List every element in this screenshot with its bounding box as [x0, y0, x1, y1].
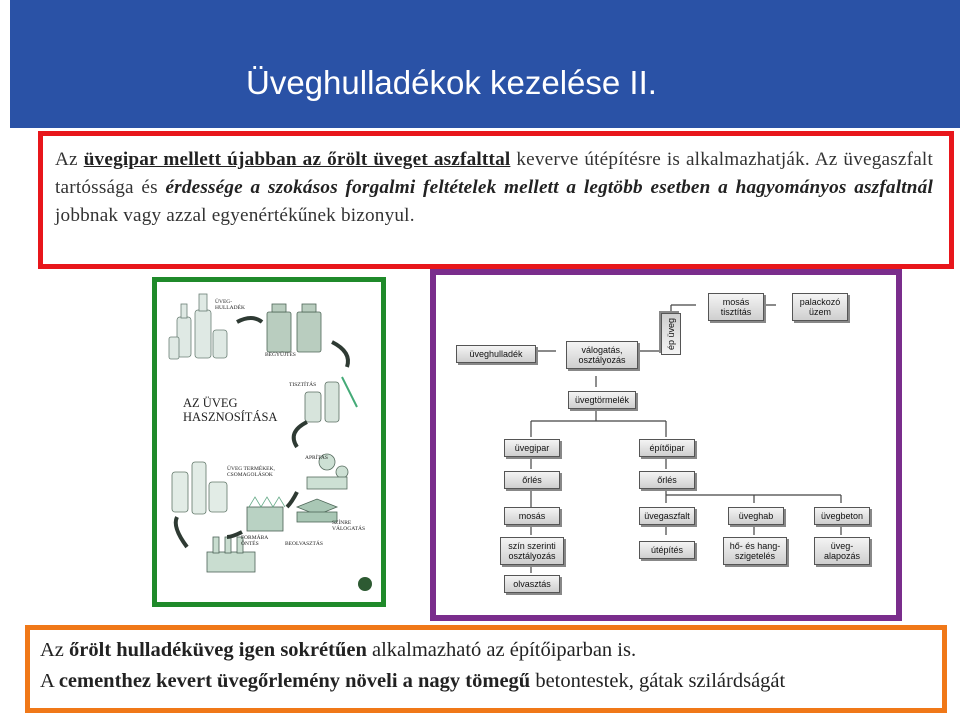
cycle-label: BEOLVASZTÁS — [285, 541, 323, 547]
summary-textbox — [25, 625, 947, 713]
flow-box-orles: őrlés — [639, 471, 695, 489]
summary-line-1: Az őrölt hulladéküveg igen sokrétűen alkalmazható az építőiparban is. — [40, 639, 637, 661]
flow-box-orles: őrlés — [504, 471, 560, 489]
flow-box-valogatas: válogatás, osztályozás — [566, 341, 638, 369]
text-segment: Az — [55, 149, 84, 170]
flow-box-palackozo: palackozó üzem — [792, 293, 848, 321]
flow-box-uveghab: üveghab — [728, 507, 784, 525]
cycle-drawing — [157, 282, 381, 602]
flow-box-mosas: mosás — [504, 507, 560, 525]
flow-box-szin-osztalyozas: szín szerinti osztályozás — [500, 537, 564, 565]
flow-box-uveg-alapozas: üveg-alapozás — [814, 537, 870, 565]
flow-box-utepites: útépítés — [639, 541, 695, 559]
flow-box-uvegtormelek: üvegtörmelék — [568, 391, 636, 409]
cycle-label: BEGYŰJTÉS — [265, 352, 296, 358]
highlight-underlined: üvegipar mellett újabban az őrölt üveget aszfalttal — [83, 149, 511, 170]
flow-box-mosas-tisztitas: mosás tisztítás — [708, 293, 764, 321]
flow-box-uveghulladek: üveghulladék — [456, 345, 536, 363]
glass-flowchart — [430, 269, 902, 621]
flow-box-olvasztas: olvasztás — [504, 575, 560, 593]
cycle-label: ÜVEG TERMÉKEK, CSOMAGOLÁSOK — [227, 466, 275, 478]
flow-box-ep-uveg: ép üveg — [661, 313, 681, 355]
highlight-italic: érdessége a szokásos forgalmi feltételek mellett a legtöbb esetben a hagyományos aszfaltnál — [165, 177, 933, 198]
cycle-label: APRÍTÁS — [305, 455, 328, 461]
intro-textbox — [38, 131, 954, 269]
summary-line-2: A cementhez kevert üvegőrlemény növeli a nagy tömegű betontestek, gátak szilárdságát — [40, 670, 786, 692]
page-title: Üveghulladékok kezelése II. — [246, 64, 657, 101]
cycle-label: ÜVEG-HULLADÉK — [215, 299, 245, 311]
text-segment: keverve útépítésre is alkalmazhatják. Az üvegaszfalt tartóssága és — [55, 149, 933, 198]
cycle-label: FORMÁBA ÖNTÉS — [241, 535, 268, 547]
cycle-label: TISZTÍTÁS — [289, 382, 317, 388]
flow-box-uvegipar: üvegipar — [504, 439, 560, 457]
flow-box-epitoipar: építőipar — [639, 439, 695, 457]
glass-products-icon — [172, 462, 227, 514]
flow-box-uvegaszfalt: üvegaszfalt — [639, 507, 695, 525]
furnace-icon — [247, 497, 285, 531]
sorting-icon — [297, 499, 337, 522]
flow-box-uvegbeton: üvegbeton — [814, 507, 870, 525]
text-segment: jobbnak vagy azzal egyenértékűnek bizonyul. — [55, 205, 415, 226]
collection-bins-icon — [267, 304, 321, 352]
recycling-cycle-illustration — [152, 277, 386, 607]
intro-paragraph — [55, 146, 933, 230]
cycle-label: SZÍNRE VÁLOGATÁS — [332, 520, 365, 532]
recycle-logo-icon — [358, 577, 372, 591]
cycle-heading: AZ ÜVEG HASZNOSÍTÁSA — [183, 396, 278, 424]
flow-box-ho-hangszigeteles: hő- és hang-szigetelés — [723, 537, 787, 565]
